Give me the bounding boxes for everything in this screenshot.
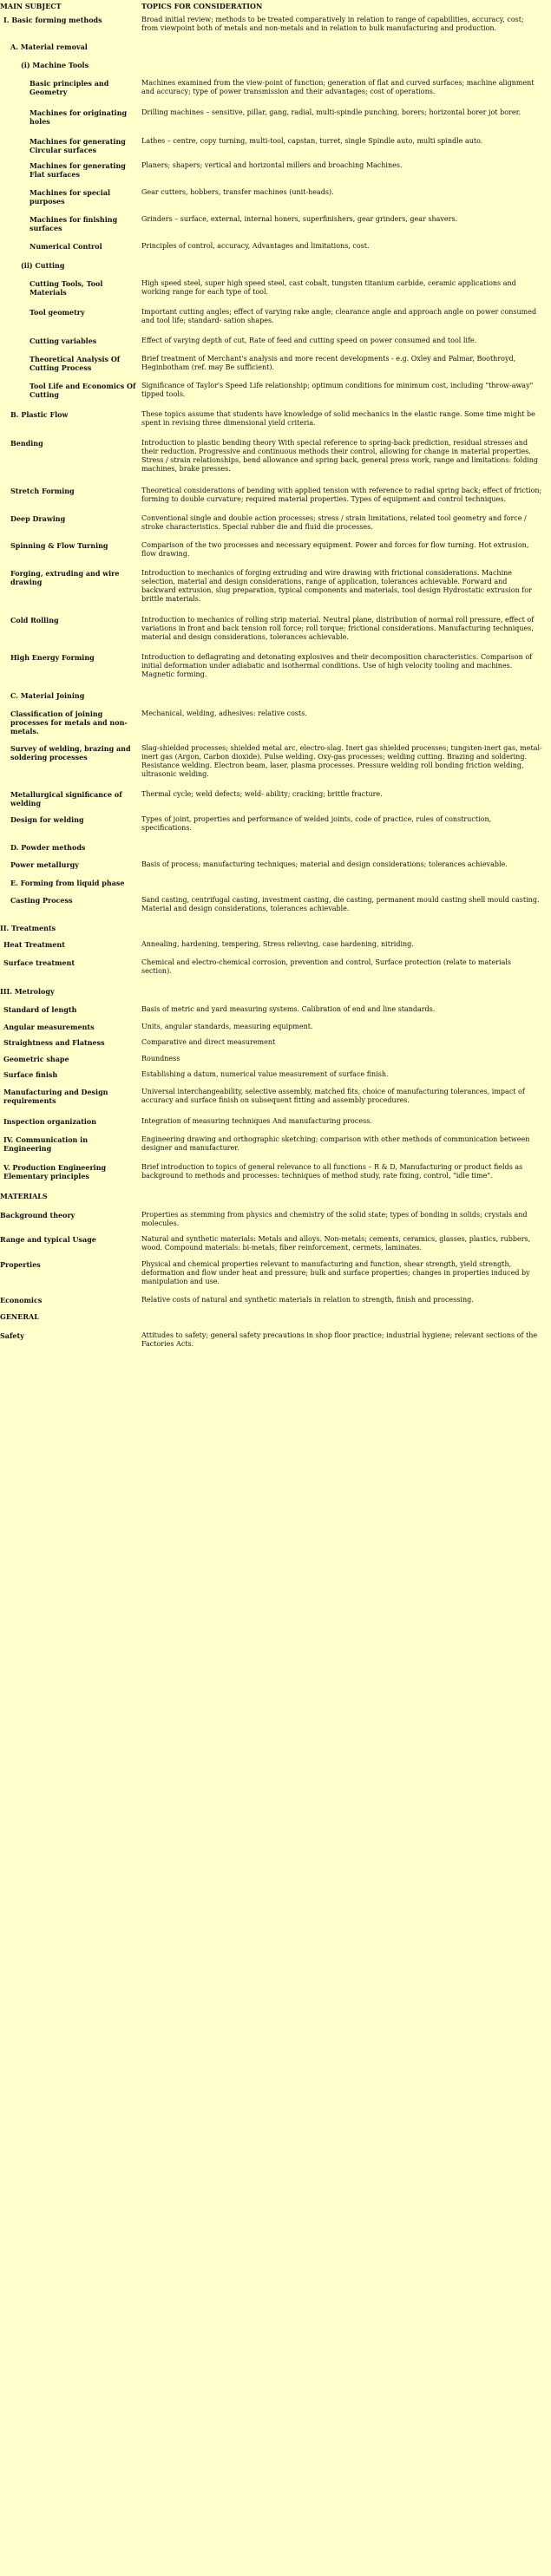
subject-cell: (ii) Cutting	[21, 261, 65, 270]
subject-cell: Power metallurgy	[10, 860, 79, 869]
table-row	[0, 337, 551, 355]
subject-cell: Range and typical Usage	[0, 1235, 96, 1244]
table-row	[0, 1023, 551, 1038]
table-row	[0, 790, 551, 815]
subject-cell: II. Treatments	[0, 924, 56, 932]
topics-cell: Comparison of the two processes and necessary equipment. Power and forces for flow turning. Hot extrusion, flow drawing.	[141, 541, 529, 558]
table-row	[0, 410, 551, 439]
topics-cell: Introduction to plastic bending theory With special reference to spring-back prediction, residual stresses and their reduction. Progressive and continuous methods their control, allowing for change in material properties. Stress / strain relationships, bend allowance and spring back, general press work, range and limitations: folding machines, brake presses.	[141, 439, 539, 473]
topics-cell: Introduction to mechanics of forging extruding and wire drawing with frictional considerations. Machine selection, material and design considerations, range of application, tolerances achievable. Forward and backward extrusion, slug preparation, typical components and materials, tool design Hydrostatic extrusion for brittle materials.	[141, 569, 532, 603]
topics-cell: Establishing a datum, numerical value measurement of surface finish.	[141, 1070, 389, 1078]
subject-cell: Tool Life and Economics Of Cutting	[30, 382, 136, 399]
topics-cell: Natural and synthetic materials: Metals and alloys. Non-metals; cements, ceramics, glasses, plastics, rubbers, wood. Compound materials: bi-metals, fiber reinforcement, cermets, laminates.	[141, 1235, 531, 1252]
table-row	[0, 1163, 551, 1192]
table-row	[0, 541, 551, 569]
topics-cell: Sand casting, centrifugal casting, investment casting, die casting, permanent mould casting shell mould casting. Material and design considerations, tolerances achievable.	[141, 896, 540, 912]
table-row	[0, 487, 551, 514]
table-row	[0, 616, 551, 653]
syllabus-rows	[0, 16, 551, 1349]
topics-cell	[141, 1312, 551, 1331]
table-row	[0, 691, 551, 709]
table-row	[0, 215, 551, 242]
topics-cell: Planers; shapers; vertical and horizontal millers and broaching Machines.	[141, 161, 403, 169]
subject-cell: Theoretical Analysis Of Cutting Process	[30, 355, 121, 372]
topics-header: TOPICS FOR CONSIDERATION	[141, 2, 263, 10]
topics-cell: Introduction to deflagrating and detonating explosives and their decomposition characteristics. Comparison of initial deformation under adiabatic and isothermal conditions. Use of high velocity tooling and machines. Magnetic forming.	[141, 653, 533, 678]
subject-cell: D. Powder methods	[10, 843, 86, 852]
subject-cell: B. Plastic Flow	[10, 410, 69, 419]
topics-cell: Principles of control, accuracy, Advantages and limitations, cost.	[141, 242, 370, 250]
table-row	[0, 569, 551, 616]
table-row	[0, 1331, 551, 1349]
subject-cell: High Energy Forming	[10, 653, 95, 662]
table-row	[0, 1070, 551, 1088]
subject-cell: Manufacturing and Design requirements	[3, 1088, 108, 1105]
table-row	[0, 1312, 551, 1331]
table-row	[0, 355, 551, 382]
topics-cell: Slag-shielded processes; shielded metal arc, electro-slag. Inert gas shielded processes; tungsten-inert gas, metal-inert gas (Argon, Carbon dioxide). Pulse welding. Oxy-gas processes; welding cutting. Brazing and soldering. Resistance welding. Electron beam, laser, plasma processes. Pressure welding roll bonding friction welding, ultrasonic welding.	[141, 744, 542, 778]
topics-cell: Relative costs of natural and synthetic materials in relation to strength, finish and processing.	[141, 1296, 474, 1304]
topics-cell	[141, 924, 551, 940]
subject-cell: V. Production Engineering Elementary principles	[3, 1163, 107, 1180]
topics-cell: Properties as stemming from physics and chemistry of the solid state; types of bonding in solids; crystals and molecules.	[141, 1211, 528, 1227]
topics-cell: Brief introduction to topics of general relevance to all functions – R & D, Manufacturing or product fields as background to methods and processes: techniques of method study, rate fixing, control, "idle time".	[141, 1163, 523, 1180]
table-row	[0, 279, 551, 308]
topics-cell: Thermal cycle; weld defects; weld- ability; cracking; brittle fracture.	[141, 790, 383, 798]
subject-cell: Basic principles and Geometry	[30, 79, 109, 96]
table-row	[0, 1235, 551, 1260]
table-row	[0, 744, 551, 790]
header-row	[0, 0, 551, 16]
subject-cell: Forging, extruding and wire drawing	[10, 569, 120, 586]
table-row	[0, 242, 551, 261]
subject-cell: Geometric shape	[3, 1055, 69, 1063]
subject-cell: A. Material removal	[10, 42, 88, 51]
topics-cell	[141, 61, 551, 79]
topics-cell: These topics assume that students have knowledge of solid mechanics in the elastic range. Some time might be spent in revising three dimensional yield criteria.	[141, 410, 535, 427]
topics-cell: Roundness	[141, 1055, 180, 1062]
table-row	[0, 439, 551, 487]
topics-cell	[141, 261, 551, 279]
topics-cell: Physical and chemical properties relevant to manufacturing and function, shear strength, yield strength, deformation and flow under heat and pressure; bulk and surface properties; changes in properties induced by manipulation and use.	[141, 1260, 530, 1285]
topics-cell: Introduction to mechanics of rolling strip material. Neutral plane, distribution of normal roll pressure, effect of variations in front and back tension roll force; roll torque; frictional considerations. Manufacturing techniques, material and design considerations, tolerances achievable.	[141, 616, 535, 641]
topics-cell: Integration of measuring techniques And manufacturing process.	[141, 1117, 372, 1125]
table-row	[0, 843, 551, 860]
table-row	[0, 382, 551, 410]
topics-cell	[141, 879, 551, 896]
topics-cell: Engineering drawing and orthographic sketching; comparison with other methods of communication between designer and manufacturer.	[141, 1135, 530, 1152]
topics-cell: Attitudes to safety; general safety precautions in shop floor practice; industrial hygiene; relevant sections of the Factories Acts.	[141, 1331, 538, 1348]
topics-cell	[141, 1192, 551, 1211]
subject-cell: Survey of welding, brazing and soldering processes	[10, 744, 131, 762]
subject-cell: Inspection organization	[3, 1117, 97, 1126]
subject-cell: III. Metrology	[0, 987, 55, 996]
table-row	[0, 108, 551, 137]
topics-cell	[141, 987, 551, 1005]
table-row	[0, 879, 551, 896]
table-row	[0, 1038, 551, 1055]
table-row	[0, 1055, 551, 1070]
topics-cell: Chemical and electro-chemical corrosion, prevention and control, Surface protection (relate to materials section).	[141, 958, 512, 975]
topics-cell: Machines examined from the view-point of function; generation of flat and curved surfaces; machine alignment and accuracy; type of power transmission and their advantages; cost of operations.	[141, 79, 535, 95]
topics-cell: Types of joint, properties and performance of welded joints, code of practice, rules of construction, specifications.	[141, 815, 492, 832]
subject-cell: I. Basic forming methods	[3, 16, 102, 24]
topics-cell: Theoretical considerations of bending with applied tension with reference to radial spring back; effect of friction; forming to double curvature; required material properties. Types of equipment and control techniques.	[141, 487, 542, 503]
table-row	[0, 653, 551, 691]
table-row	[0, 261, 551, 279]
topics-cell: Significance of Taylor's Speed Life relationship; optimum conditions for minimum cost, including "throw-away" tipped tools.	[141, 382, 534, 398]
topics-cell: Comparative and direct measurement	[141, 1038, 276, 1046]
table-row	[0, 1005, 551, 1023]
subject-cell: Safety	[0, 1331, 24, 1340]
subject-cell: Surface treatment	[3, 958, 75, 967]
topics-cell: Grinders – surface, external, internal honers, superfinishers, gear grinders, gear shavers.	[141, 215, 458, 223]
subject-cell: Machines for originating holes	[30, 108, 128, 126]
main-subject-header: MAIN SUBJECT	[0, 2, 62, 10]
table-row	[0, 860, 551, 879]
table-row	[0, 16, 551, 42]
topics-cell: High speed steel, super high speed steel, cast cobalt, tungsten titanium carbide, ceramic applications and working range for each type of tool.	[141, 279, 516, 296]
topics-cell: Annealing, hardening, tempering, Stress relieving, case hardening, nitriding.	[141, 940, 414, 948]
table-row	[0, 188, 551, 215]
topics-cell: Brief treatment of Merchant's analysis and more recent developments - e.g. Oxley and Palmar, Boothroyd, Heginbotham (ref. may Be sufficient).	[141, 355, 516, 371]
subject-cell: Background theory	[0, 1211, 75, 1219]
table-row	[0, 958, 551, 987]
topics-cell: Basis of metric and yard measuring systems. Calibration of end and line standards.	[141, 1005, 436, 1013]
subject-cell: Numerical Control	[30, 242, 102, 251]
subject-cell: E. Forming from liquid phase	[10, 879, 125, 887]
subject-cell: Classification of joining processes for metals and non-metals.	[10, 709, 128, 736]
subject-cell: Cutting Tools, Tool Materials	[30, 279, 103, 297]
table-row	[0, 940, 551, 958]
topics-cell: Conventional single and double action processes; stress / strain limitations, related tool geometry and force / stroke characteristics. Special rubber die and fluid die processes.	[141, 514, 527, 531]
subject-cell: Design for welding	[10, 815, 84, 824]
subject-cell: Straightness and Flatness	[3, 1038, 105, 1047]
subject-cell: Machines for special purposes	[30, 188, 111, 206]
subject-cell: MATERIALS	[0, 1192, 48, 1200]
topics-cell: Mechanical, welding, adhesives: relative costs.	[141, 709, 307, 717]
table-row	[0, 1211, 551, 1235]
subject-cell: C. Material Joining	[10, 691, 85, 700]
subject-cell: Bending	[10, 439, 43, 448]
table-row	[0, 1135, 551, 1163]
topics-cell: Lathes – centre, copy turning, multi-tool, capstan, turret, single Spindle auto, multi spindle auto.	[141, 137, 483, 145]
topics-cell: Effect of varying depth of cut, Rate of feed and cutting speed on power consumed and tool life.	[141, 337, 477, 344]
subject-cell: Surface finish	[3, 1070, 58, 1079]
topics-cell	[141, 691, 551, 709]
subject-cell: Tool geometry	[30, 308, 85, 317]
subject-cell: (i) Machine Tools	[21, 61, 89, 69]
subject-cell: Deep Drawing	[10, 514, 66, 523]
table-row	[0, 815, 551, 843]
subject-cell: Machines for generating Circular surfaces	[30, 137, 126, 154]
table-row	[0, 1260, 551, 1296]
table-row	[0, 896, 551, 924]
table-row	[0, 924, 551, 940]
table-row	[0, 709, 551, 744]
table-row	[0, 61, 551, 79]
subject-cell: Angular measurements	[3, 1023, 95, 1031]
subject-cell: IV. Communication in Engineering	[3, 1135, 89, 1153]
table-row	[0, 987, 551, 1005]
topics-cell: Broad initial review; methods to be treated comparatively in relation to range of capabilities, accuracy, cost; from viewpoint both of metals and non-metals and in relation to bulk manufacturing and production.	[141, 16, 524, 32]
subject-cell: Economics	[0, 1296, 43, 1304]
subject-cell: Casting Process	[10, 896, 73, 905]
table-row	[0, 79, 551, 108]
subject-cell: Machines for finishing surfaces	[30, 215, 118, 232]
subject-cell: Properties	[0, 1260, 41, 1269]
topics-cell: Drilling machines – sensitive, pillar, gang, radial, multi-spindle punching, borers; horizontal borer jot borer.	[141, 108, 521, 116]
table-row	[0, 1088, 551, 1117]
subject-cell: Cutting variables	[30, 337, 97, 345]
table-row	[0, 1296, 551, 1312]
topics-cell: Important cutting angles; effect of varying rake angle; clearance angle and approach angle on power consumed and tool life; standard- sation shapes.	[141, 308, 537, 324]
table-row	[0, 42, 551, 61]
subject-cell: Machines for generating Flat surfaces	[30, 161, 126, 179]
topics-cell: Gear cutters, hobbers, transfer machines (unit-heads).	[141, 188, 334, 196]
subject-cell: Heat Treatment	[3, 940, 65, 949]
table-row	[0, 137, 551, 161]
table-row	[0, 514, 551, 541]
topics-cell: Basis of process; manufacturing techniques; material and design considerations; tolerances achievable.	[141, 860, 508, 868]
subject-cell: Stretch Forming	[10, 487, 75, 495]
subject-cell: Metallurgical significance of welding	[10, 790, 122, 807]
subject-cell: Standard of length	[3, 1005, 77, 1014]
subject-cell: GENERAL	[0, 1312, 39, 1321]
table-row	[0, 1192, 551, 1211]
topics-cell: Units, angular standards, measuring equipment.	[141, 1023, 313, 1030]
subject-cell: Spinning & Flow Turning	[10, 541, 108, 550]
table-row	[0, 161, 551, 188]
subject-cell: Cold Rolling	[10, 616, 59, 624]
topics-cell: Universal interchangeability, selective assembly, matched fits, choice of manufacturing tolerances, impact of accuracy and surface finish on subsequent fitting and assembly procedures.	[141, 1088, 525, 1104]
table-row	[0, 1117, 551, 1135]
table-row	[0, 308, 551, 337]
topics-cell	[141, 42, 551, 61]
topics-cell	[141, 843, 551, 860]
